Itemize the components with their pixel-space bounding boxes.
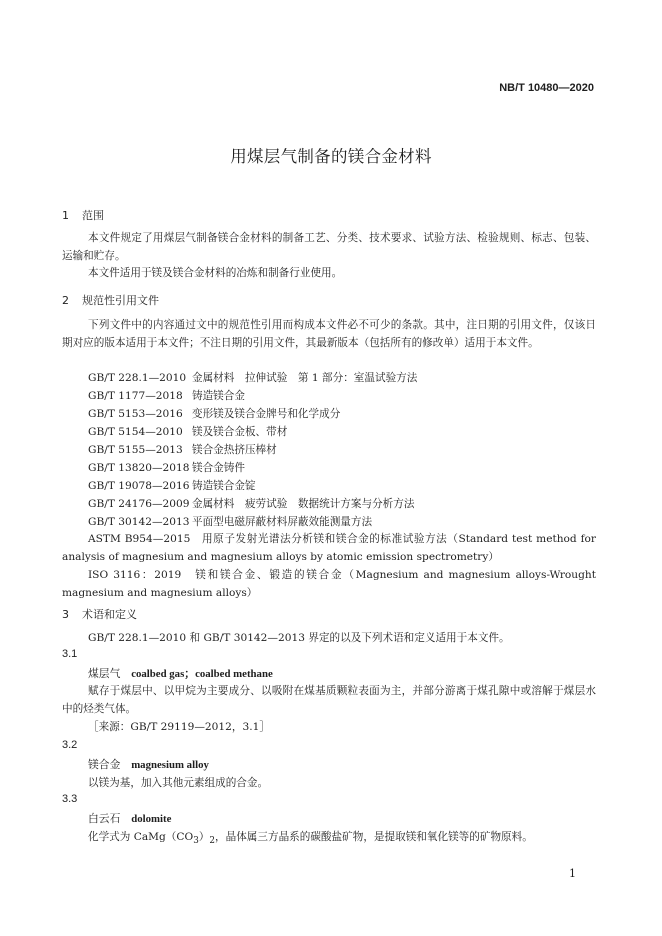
section-number: 1 xyxy=(62,209,69,222)
section-title: 规范性引用文件 xyxy=(82,294,159,307)
section-number: 3 xyxy=(62,608,69,621)
term-en: dolomite xyxy=(131,813,172,825)
term-number: 3.3 xyxy=(62,793,78,805)
term-definition: 赋存于煤层中、以甲烷为主要成分、以吸附在煤基质颗粒表面为主，并部分游离于煤孔隙中或溶解于煤层水中的烃类气体。 xyxy=(62,685,596,715)
reference-code: GB/T 1177—2018 xyxy=(88,390,183,402)
standard-number: NB/T 10480—2020 xyxy=(499,82,594,94)
definition-text: 化学式为 CaMg（CO xyxy=(88,831,194,843)
normative-refs-intro: 下列文件中的内容通过文中的规范性引用而构成本文件必不可少的条款。其中，注日期的引用文件，仅该日期对应的版本适用于本文件；不注日期的引用文件，其最新版本（包括所有的修改单）适用于本文件。 xyxy=(62,319,596,349)
reference-code: GB/T 5153—2016 xyxy=(88,408,183,420)
term-zh: 白云石 xyxy=(88,812,121,825)
reference-astm: ASTM B954—2015 用原子发射光谱法分析镁和镁合金的标准试验方法（Standard test method for analysis of magnesium and magnesium alloys by atomic emission spectrometry） xyxy=(62,533,596,563)
scope-paragraph-1: 本文件规定了用煤层气制备镁合金材料的制备工艺、分类、技术要求、试验方法、检验规则、标志、包装、运输和贮存。 xyxy=(62,232,596,262)
term-definition: 以镁为基，加入其他元素组成的合金。 xyxy=(88,777,269,789)
reference-title: 铸造镁合金 xyxy=(192,390,245,402)
reference-title: 变形镁及镁合金牌号和化学成分 xyxy=(192,408,341,420)
reference-title: 镁及镁合金板、带材 xyxy=(192,426,288,438)
term-en: coalbed gas；coalbed methane xyxy=(131,668,273,680)
section-number: 2 xyxy=(62,294,69,307)
reference-title: 平面型电磁屏蔽材料屏蔽效能测量方法 xyxy=(192,516,373,528)
reference-title: 镁合金铸件 xyxy=(192,462,245,474)
reference-item xyxy=(88,388,245,403)
reference-title: 镁合金热挤压棒材 xyxy=(192,444,277,456)
reference-code: GB/T 5154—2010 xyxy=(88,426,183,438)
reference-code: GB/T 30142—2013 xyxy=(88,516,190,528)
subscript: 2 xyxy=(209,836,216,847)
term-definition xyxy=(88,829,533,846)
term-heading xyxy=(88,666,273,681)
scope-paragraph-2: 本文件适用于镁及镁合金材料的冶炼和制备行业使用。 xyxy=(88,267,343,279)
reference-code: GB/T 19078—2016 xyxy=(88,480,190,492)
term-heading xyxy=(88,811,171,826)
reference-code: GB/T 13820—2018 xyxy=(88,462,190,474)
term-zh: 镁合金 xyxy=(88,758,121,771)
definition-text: ） xyxy=(198,831,210,843)
term-number: 3.2 xyxy=(62,739,78,751)
term-en: magnesium alloy xyxy=(131,759,209,771)
reference-code: GB/T 24176—2009 xyxy=(88,498,190,510)
term-zh: 煤层气 xyxy=(88,667,121,680)
section-2-heading xyxy=(62,292,159,308)
terms-intro: GB/T 228.1—2010 和 GB/T 30142—2013 界定的以及下列术语和定义适用于本文件。 xyxy=(88,632,510,644)
section-1-heading xyxy=(62,207,104,223)
reference-item xyxy=(88,460,245,475)
reference-item xyxy=(88,370,417,385)
term-source: ［来源：GB/T 29119—2012，3.1］ xyxy=(88,721,270,733)
reference-iso: ISO 3116：2019 镁和镁合金、锻造的镁合金（Magnesium and magnesium alloys-Wrought magnesium and magnesium alloys） xyxy=(62,569,596,599)
reference-item xyxy=(88,424,287,439)
reference-item xyxy=(88,496,414,511)
term-heading xyxy=(88,757,209,772)
page-number: 1 xyxy=(569,867,576,880)
reference-item xyxy=(88,514,372,529)
document-title: 用煤层气制备的镁合金材料 xyxy=(230,147,432,166)
reference-title: 金属材料 拉伸试验 第 1 部分：室温试验方法 xyxy=(192,372,418,384)
reference-code: GB/T 5155—2013 xyxy=(88,444,183,456)
definition-text: ，晶体属三方晶系的碳酸盐矿物，是提取镁和氧化镁等的矿物原料。 xyxy=(215,831,533,843)
section-3-heading xyxy=(62,606,137,622)
subscript: 3 xyxy=(193,836,199,847)
section-title: 范围 xyxy=(82,209,104,222)
reference-title: 铸造镁合金锭 xyxy=(192,480,256,492)
reference-title: 金属材料 疲劳试验 数据统计方案与分析方法 xyxy=(192,498,415,510)
reference-item xyxy=(88,406,340,421)
reference-code: GB/T 228.1—2010 xyxy=(88,372,187,384)
term-number: 3.1 xyxy=(62,648,78,660)
reference-item xyxy=(88,442,277,457)
section-title: 术语和定义 xyxy=(82,608,137,621)
reference-item xyxy=(88,478,256,493)
